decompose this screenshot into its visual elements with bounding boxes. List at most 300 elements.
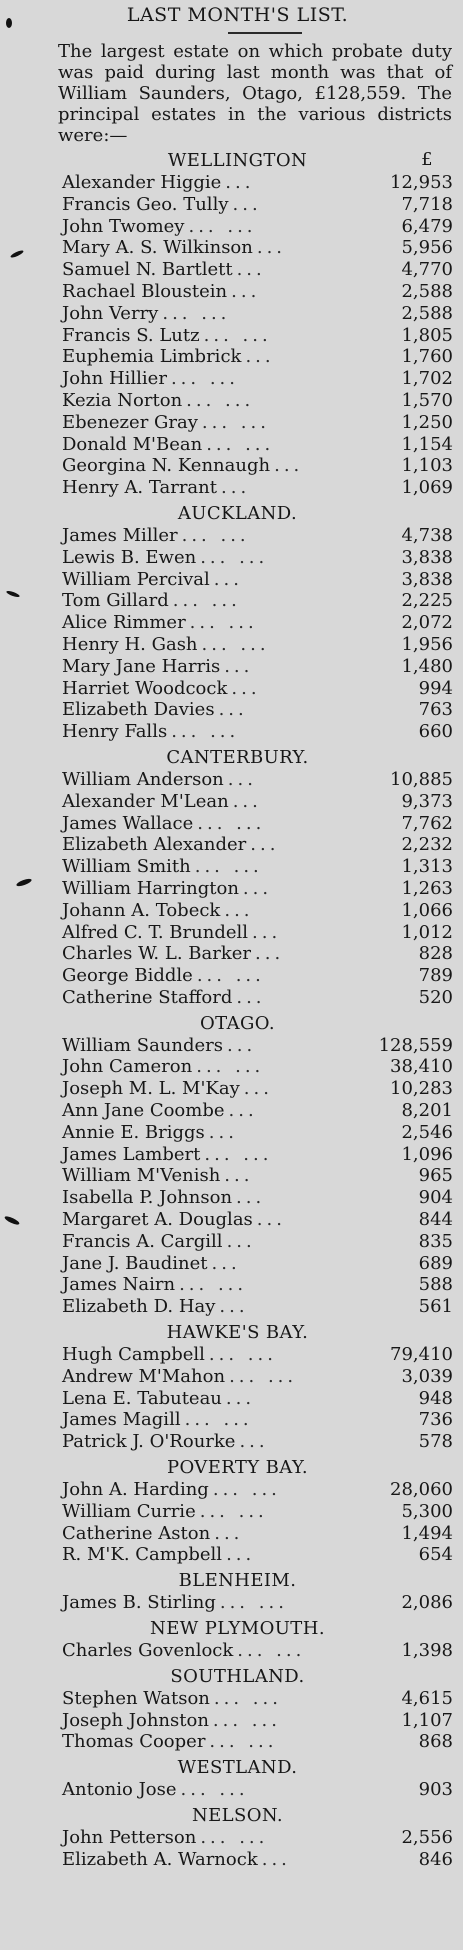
- leader-dots: ...: [236, 259, 266, 281]
- estate-amount: 660: [418, 721, 453, 743]
- estate-amount: 4,770: [401, 259, 453, 281]
- estate-amount: 1,250: [401, 411, 453, 433]
- estate-entry: [62, 1122, 453, 1144]
- estate-name: Jane J. Baudinet: [62, 1252, 208, 1274]
- district-heading: [62, 1803, 453, 1827]
- leader-dots: ... ...: [201, 411, 270, 433]
- estate-entry: [62, 281, 453, 303]
- leader-dots: ...: [231, 677, 261, 699]
- district-sections: [62, 148, 453, 1871]
- estate-entry: [62, 1779, 453, 1801]
- estate-entry: [62, 1827, 453, 1849]
- estate-entry: [62, 900, 453, 922]
- leader-dots: ... ...: [199, 1500, 268, 1522]
- leader-dots: ... ...: [188, 215, 257, 237]
- estate-name: Alfred C. T. Brundell: [62, 921, 249, 943]
- estate-name: James Wallace: [62, 812, 194, 834]
- leader-dots: ...: [256, 237, 287, 259]
- leader-dots: ... ...: [196, 965, 265, 987]
- estate-amount: 7,718: [401, 193, 453, 215]
- estate-amount: 520: [418, 986, 453, 1008]
- estate-amount: 844: [418, 1209, 453, 1231]
- leader-dots: ... ...: [203, 324, 272, 346]
- district-name: AUCKLAND.: [177, 502, 298, 524]
- estate-entry: [62, 1035, 453, 1057]
- leader-dots: ...: [256, 1209, 286, 1231]
- estate-entry: [62, 1592, 453, 1614]
- estate-name: William Saunders: [62, 1034, 223, 1056]
- estate-name: Alexander M'Lean: [62, 790, 229, 812]
- estate-name: Francis A. Cargill: [62, 1230, 223, 1252]
- estate-amount: 2,086: [401, 1592, 453, 1614]
- estate-entry: [62, 878, 453, 900]
- estate-amount: 1,480: [401, 655, 453, 677]
- estate-entry: [62, 1523, 453, 1545]
- estate-name: James Magill: [62, 1409, 181, 1431]
- estate-entry: [62, 678, 453, 700]
- district-heading: [62, 501, 453, 525]
- leader-dots: ...: [213, 568, 243, 590]
- estate-name: John Cameron: [62, 1056, 193, 1078]
- estate-entry: [62, 325, 453, 347]
- estate-amount: 1,760: [401, 346, 453, 368]
- article-title: LAST MONTH'S LIST.: [126, 4, 349, 26]
- leader-dots: ...: [224, 655, 254, 677]
- estate-entry: [62, 1296, 453, 1318]
- estate-amount: 10,885: [390, 768, 453, 790]
- estate-amount: 7,762: [401, 812, 453, 834]
- estate-entry: [62, 346, 453, 368]
- district-name: WELLINGTON: [167, 150, 308, 171]
- leader-dots: ... ...: [200, 546, 269, 568]
- estate-amount: 9,373: [401, 790, 453, 812]
- estate-name: Harriet Woodcock: [62, 677, 228, 699]
- estate-amount: 2,546: [401, 1121, 453, 1143]
- district-name: HAWKE'S BAY.: [166, 1322, 309, 1344]
- estate-entry: [62, 721, 453, 743]
- estate-name: Donald M'Bean: [62, 433, 203, 455]
- estate-entry: [62, 1187, 453, 1209]
- estate-entry: [62, 813, 453, 835]
- estate-entry: [62, 569, 453, 591]
- estate-name: John Hillier: [62, 368, 167, 390]
- estate-name: Mary Jane Harris: [62, 655, 221, 677]
- leader-dots: ...: [221, 477, 251, 499]
- estate-name: Annie E. Briggs: [62, 1121, 205, 1143]
- estate-amount: 763: [418, 699, 453, 721]
- estate-entry: [62, 237, 453, 259]
- leader-dots: ... ...: [194, 856, 263, 878]
- estate-entry: [62, 699, 453, 721]
- estate-name: Henry Falls: [62, 721, 168, 743]
- leader-dots: ... ...: [179, 1274, 248, 1296]
- estate-entry: [62, 477, 453, 499]
- estate-amount: 3,838: [401, 568, 453, 590]
- estate-entry: [62, 1501, 453, 1523]
- leader-dots: ...: [225, 1387, 256, 1409]
- estate-name: Isabella P. Johnson: [62, 1187, 233, 1209]
- estate-name: Alexander Higgie: [62, 172, 222, 193]
- estate-name: Joseph M. L. M'Kay: [62, 1078, 240, 1100]
- estate-entry: [62, 612, 453, 634]
- estate-name: William Percival: [62, 568, 210, 590]
- district-name: POVERTY BAY.: [166, 1457, 309, 1479]
- estate-entry: [62, 1640, 453, 1662]
- estate-amount: 789: [418, 965, 453, 987]
- estate-list: [62, 1640, 453, 1662]
- estate-name: William M'Venish: [62, 1165, 221, 1187]
- estate-list: [62, 525, 453, 743]
- leader-dots: ... ...: [186, 389, 255, 411]
- estate-name: Ebenezer Gray: [62, 411, 198, 433]
- estate-name: Ann Jane Coombe: [62, 1100, 225, 1122]
- estate-amount: 1,263: [401, 877, 453, 899]
- estate-entry: [62, 1849, 453, 1871]
- estate-amount: 835: [418, 1230, 453, 1252]
- leader-dots: ... ...: [206, 433, 275, 455]
- leader-dots: ...: [226, 1544, 256, 1566]
- estate-list: [62, 1688, 453, 1753]
- leader-dots: ...: [232, 790, 262, 812]
- estate-entry: [62, 1544, 453, 1566]
- leader-dots: ... ...: [162, 302, 231, 324]
- estate-name: Catherine Aston: [62, 1522, 211, 1544]
- leader-dots: ... ...: [196, 1056, 265, 1078]
- leader-dots: ... ...: [181, 524, 250, 546]
- estate-name: Catherine Stafford: [62, 986, 233, 1008]
- estate-entry: [62, 547, 453, 569]
- estate-name: John Verry: [62, 302, 159, 324]
- ink-speck: [4, 1215, 21, 1226]
- estate-entry: [62, 1431, 453, 1453]
- leader-dots: ...: [218, 699, 248, 721]
- estate-entry: [62, 1388, 453, 1410]
- estate-amount: 868: [418, 1731, 453, 1753]
- estate-amount: 12,953: [390, 172, 453, 193]
- leader-dots: ... ...: [212, 1479, 281, 1501]
- leader-dots: ...: [250, 834, 280, 856]
- estate-amount: 38,410: [390, 1056, 453, 1078]
- district-heading: [62, 1320, 453, 1344]
- estate-amount: 2,225: [401, 590, 453, 612]
- estate-amount: 588: [418, 1274, 453, 1296]
- estate-name: Samuel N. Bartlett: [62, 259, 233, 281]
- estate-amount: 4,615: [401, 1687, 453, 1709]
- estate-name: Elizabeth Alexander: [62, 834, 247, 856]
- leader-dots: ...: [211, 1252, 241, 1274]
- leader-dots: ... ...: [201, 633, 270, 655]
- estate-amount: 689: [418, 1252, 453, 1274]
- estate-amount: 3,039: [401, 1365, 453, 1387]
- estate-amount: 948: [418, 1387, 453, 1409]
- estate-name: James Lambert: [62, 1143, 201, 1165]
- estate-name: Stephen Watson: [62, 1687, 210, 1709]
- estate-name: Joseph Johnston: [62, 1709, 209, 1731]
- leader-dots: ... ...: [197, 812, 266, 834]
- leader-dots: ...: [243, 1078, 273, 1100]
- estate-name: John Petterson: [62, 1827, 197, 1848]
- estate-entry: [62, 1100, 453, 1122]
- estate-name: Elizabeth A. Warnock: [62, 1848, 258, 1870]
- estate-list: [62, 1035, 453, 1318]
- estate-amount: 903: [418, 1779, 453, 1801]
- leader-dots: ... ...: [213, 1687, 282, 1709]
- estate-entry: [62, 368, 453, 390]
- district-heading: [62, 1755, 453, 1779]
- estate-name: Alice Rimmer: [62, 612, 186, 634]
- estate-list: [62, 1344, 453, 1453]
- district-name: CANTERBURY.: [166, 746, 309, 768]
- leader-dots: ...: [261, 1848, 291, 1870]
- estate-entry: [62, 216, 453, 238]
- leader-dots: ...: [227, 1034, 257, 1056]
- estate-amount: 1,154: [401, 433, 453, 455]
- estate-name: Lena E. Tabuteau: [62, 1387, 222, 1409]
- leader-dots: ...: [208, 1121, 238, 1143]
- estate-name: Lewis B. Ewen: [62, 546, 197, 568]
- estate-name: Johann A. Tobeck: [62, 899, 221, 921]
- estate-entry: [62, 1731, 453, 1753]
- estate-amount: 736: [418, 1409, 453, 1431]
- estate-amount: 1,494: [401, 1522, 453, 1544]
- district-heading: [62, 1616, 453, 1640]
- estate-amount: 1,570: [401, 389, 453, 411]
- estate-entry: [62, 455, 453, 477]
- estate-name: Georgina N. Kennaugh: [62, 455, 271, 477]
- estate-entry: [62, 1710, 453, 1732]
- estate-name: Elizabeth Davies: [62, 699, 215, 721]
- estate-name: George Biddle: [62, 965, 193, 987]
- estate-name: Mary A. S. Wilkinson: [62, 237, 253, 259]
- leader-dots: ...: [224, 899, 254, 921]
- estate-amount: 2,588: [401, 280, 453, 302]
- estate-entry: [62, 172, 453, 194]
- district-heading: [62, 1568, 453, 1592]
- estate-amount: 1,398: [401, 1640, 453, 1662]
- estate-amount: 1,012: [401, 921, 453, 943]
- estate-entry: [62, 1144, 453, 1166]
- ink-speck: [6, 590, 21, 599]
- estate-amount: 3,838: [401, 546, 453, 568]
- estate-name: Antonio Jose: [62, 1779, 177, 1801]
- estate-name: Hugh Campbell: [62, 1344, 205, 1366]
- leader-dots: ...: [226, 1230, 256, 1252]
- leader-dots: ... ...: [172, 590, 241, 612]
- leader-dots: ... ...: [171, 721, 240, 743]
- estate-amount: 1,805: [401, 324, 453, 346]
- district-heading: [62, 1011, 453, 1035]
- estate-entry: [62, 194, 453, 216]
- estate-list: [62, 1479, 453, 1566]
- estate-name: Francis Geo. Tully: [62, 193, 229, 215]
- district-name: NELSON.: [191, 1805, 284, 1826]
- leader-dots: ...: [224, 1165, 254, 1187]
- estate-entry: [62, 943, 453, 965]
- estate-name: Euphemia Limbrick: [62, 346, 242, 368]
- estate-entry: [62, 769, 453, 791]
- currency-symbol: £: [421, 149, 433, 170]
- estate-entry: [62, 412, 453, 434]
- estate-entry: [62, 1231, 453, 1253]
- leader-dots: ...: [231, 280, 261, 302]
- estate-amount: 654: [418, 1544, 453, 1566]
- leader-dots: ... ...: [180, 1779, 249, 1801]
- estate-entry: [62, 1366, 453, 1388]
- estate-entry: [62, 965, 453, 987]
- estate-amount: 1,069: [401, 477, 453, 499]
- ink-speck: [10, 249, 24, 259]
- leader-dots: ...: [255, 943, 285, 965]
- leader-dots: ...: [228, 1100, 258, 1122]
- estate-name: Thomas Cooper: [62, 1731, 206, 1753]
- estate-name: Henry A. Tarrant: [62, 477, 217, 499]
- leader-dots: ...: [252, 921, 282, 943]
- estate-name: William Anderson: [62, 768, 224, 790]
- district-name: OTAGO.: [200, 1012, 275, 1034]
- leader-dots: ... ...: [229, 1365, 298, 1387]
- estate-entry: [62, 656, 453, 678]
- estate-name: Charles W. L. Barker: [62, 943, 251, 965]
- estate-amount: 4,738: [401, 524, 453, 546]
- estate-entry: [62, 1409, 453, 1431]
- leader-dots: ... ...: [204, 1143, 273, 1165]
- district-name: SOUTHLAND.: [170, 1665, 305, 1687]
- estate-entry: [62, 525, 453, 547]
- title-rule: [228, 32, 302, 34]
- estate-amount: 1,096: [401, 1143, 453, 1165]
- estate-list: [62, 172, 453, 499]
- leader-dots: ... ...: [189, 612, 258, 634]
- estate-amount: 2,072: [401, 612, 453, 634]
- estate-entry: [62, 1209, 453, 1231]
- estate-name: Patrick J. O'Rourke: [62, 1431, 236, 1453]
- ink-speck: [6, 18, 12, 28]
- estate-amount: 2,556: [401, 1827, 453, 1848]
- estate-amount: 1,107: [401, 1709, 453, 1731]
- estate-amount: 965: [418, 1165, 453, 1187]
- estate-amount: 1,103: [401, 455, 453, 477]
- ink-speck: [16, 877, 33, 887]
- estate-list: [62, 1592, 453, 1614]
- leader-dots: ...: [214, 1522, 244, 1544]
- estate-entry: [62, 834, 453, 856]
- leader-dots: ... ...: [184, 1409, 253, 1431]
- estate-entry: [62, 1274, 453, 1296]
- estate-name: Elizabeth D. Hay: [62, 1296, 216, 1318]
- leader-dots: ... ...: [208, 1344, 277, 1366]
- district-heading: [62, 1455, 453, 1479]
- estate-amount: 578: [418, 1431, 453, 1453]
- estate-name: Kezia Norton: [62, 389, 183, 411]
- estate-entry: [62, 791, 453, 813]
- estate-amount: 561: [418, 1296, 453, 1318]
- estate-name: Francis S. Lutz: [62, 324, 200, 346]
- estate-name: William Smith: [62, 856, 191, 878]
- estate-name: James B. Stirling: [62, 1592, 216, 1614]
- leader-dots: ...: [239, 1431, 269, 1453]
- estate-name: John Twomey: [62, 215, 185, 237]
- estate-list: [62, 769, 453, 1009]
- estate-entry: [62, 1479, 453, 1501]
- leader-dots: ...: [219, 1296, 249, 1318]
- estate-amount: 846: [418, 1848, 453, 1870]
- district-name: WESTLAND.: [177, 1757, 298, 1779]
- estate-amount: 828: [418, 943, 453, 965]
- estate-entry: [62, 1688, 453, 1710]
- estate-entry: [62, 590, 453, 612]
- estate-entry: [62, 259, 453, 281]
- estate-name: James Nairn: [62, 1274, 176, 1296]
- estate-entry: [62, 987, 453, 1009]
- estate-name: Tom Gillard: [62, 590, 169, 612]
- estate-amount: 904: [418, 1187, 453, 1209]
- estate-entry: [62, 390, 453, 412]
- estate-amount: 10,283: [390, 1078, 453, 1100]
- estate-name: Charles Govenlock: [62, 1640, 234, 1662]
- estate-amount: 5,956: [401, 237, 453, 259]
- estate-amount: 2,588: [401, 302, 453, 324]
- district-heading: [62, 1664, 453, 1688]
- district-name: BLENHEIM.: [178, 1570, 297, 1592]
- estate-entry: [62, 303, 453, 325]
- leader-dots: ...: [242, 877, 273, 899]
- estate-name: Rachael Bloustein: [62, 280, 228, 302]
- estate-name: Henry H. Gash: [62, 633, 198, 655]
- estate-entry: [62, 1253, 453, 1275]
- estate-entry: [62, 922, 453, 944]
- estate-name: James Miller: [62, 524, 178, 546]
- leader-dots: ... ...: [170, 368, 240, 390]
- estate-entry: [62, 1056, 453, 1078]
- estate-amount: 28,060: [390, 1479, 453, 1501]
- estate-list: [62, 1827, 453, 1871]
- estate-amount: 5,300: [401, 1500, 453, 1522]
- estate-name: William Harrington: [62, 877, 239, 899]
- estate-amount: 79,410: [390, 1344, 453, 1366]
- leader-dots: ...: [227, 768, 257, 790]
- estate-amount: 1,956: [401, 633, 453, 655]
- leader-dots: ...: [245, 346, 275, 368]
- estate-entry: [62, 1344, 453, 1366]
- estate-amount: 6,479: [401, 215, 453, 237]
- estate-amount: 994: [418, 677, 453, 699]
- estate-amount: 8,201: [401, 1100, 453, 1122]
- estate-name: William Currie: [62, 1500, 196, 1522]
- leader-dots: ...: [225, 172, 255, 193]
- article-intro: The largest estate on which probate duty was paid during last month was that of William Saunders, Otago, £128,559. The principal estates in the various districts were:—: [58, 41, 452, 146]
- leader-dots: ... ...: [219, 1592, 288, 1614]
- district-heading: [62, 148, 453, 172]
- estate-amount: 2,232: [401, 834, 453, 856]
- estate-entry: [62, 634, 453, 656]
- leader-dots: ...: [236, 1187, 266, 1209]
- estate-entry: [62, 856, 453, 878]
- estate-amount: 1,702: [401, 368, 453, 390]
- estate-list: [62, 1779, 453, 1801]
- estate-name: R. M'K. Campbell: [62, 1544, 223, 1566]
- estate-amount: 1,066: [401, 899, 453, 921]
- estate-name: Margaret A. Douglas: [62, 1209, 253, 1231]
- estate-name: John A. Harding: [62, 1479, 209, 1501]
- leader-dots: ...: [274, 455, 304, 477]
- estate-name: Andrew M'Mahon: [62, 1365, 226, 1387]
- estate-entry: [62, 1165, 453, 1187]
- estate-entry: [62, 434, 453, 456]
- leader-dots: ... ...: [212, 1709, 281, 1731]
- district-name: NEW PLYMOUTH.: [150, 1618, 325, 1640]
- leader-dots: ... ...: [200, 1827, 269, 1848]
- estate-amount: 1,313: [401, 856, 453, 878]
